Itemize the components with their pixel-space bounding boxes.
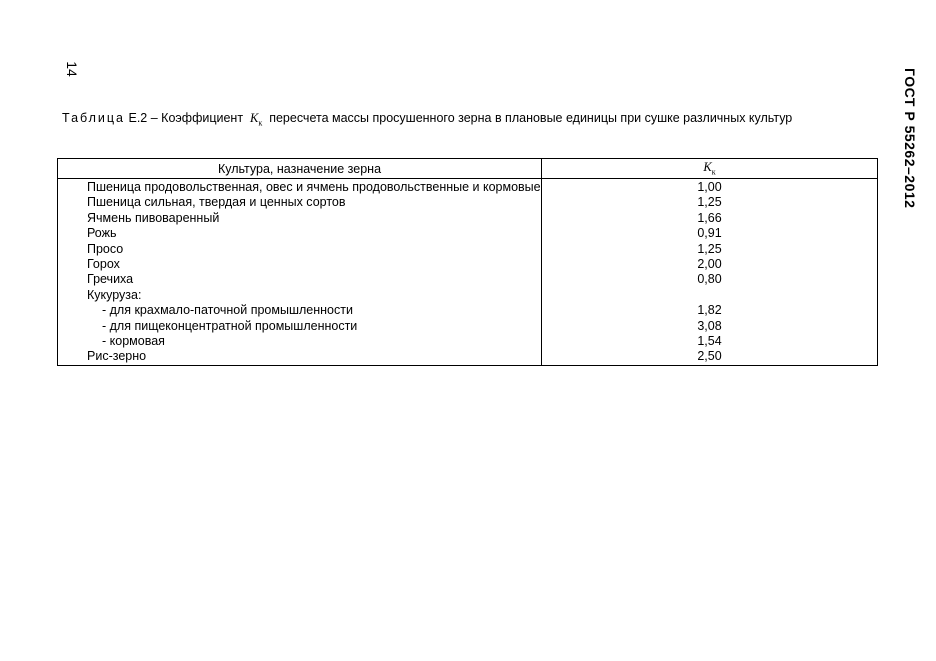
- table-body: [58, 179, 878, 366]
- table-header-row: [58, 159, 878, 179]
- caption-k-symbol: $K_к$: [250, 111, 263, 128]
- culture-cell: - для крахмало-паточной промышленности: [58, 303, 542, 318]
- caption-text-after: пересчета массы просушенного зерна в плановые единицы при сушке различных культур: [269, 111, 793, 125]
- coefficient-value: 1,54: [542, 334, 878, 349]
- table-row: [58, 349, 878, 365]
- table-row: [58, 211, 878, 226]
- coefficient-value: 1,25: [542, 242, 878, 257]
- culture-cell: Пшеница сильная, твердая и ценных сортов: [58, 195, 542, 210]
- header-k: $K_к$: [542, 159, 878, 179]
- coefficient-value: 0,91: [542, 226, 878, 241]
- coefficient-value: 2,00: [542, 257, 878, 272]
- culture-cell: Просо: [58, 242, 542, 257]
- culture-cell: - кормовая: [58, 334, 542, 349]
- table-row: [58, 334, 878, 349]
- table-caption: [62, 109, 822, 133]
- coefficient-table: [57, 158, 878, 366]
- caption-text-before: – Коэффициент: [150, 111, 244, 125]
- table-row: [58, 288, 878, 303]
- page-number: 14: [64, 61, 80, 77]
- coefficient-value: 1,25: [542, 195, 878, 210]
- coefficient-value: 1,82: [542, 303, 878, 318]
- coefficient-value: 2,50: [542, 349, 878, 365]
- header-culture: Культура, назначение зерна: [58, 159, 542, 179]
- coefficient-value: 0,80: [542, 272, 878, 287]
- document-code: ГОСТ Р 55262–2012: [902, 68, 918, 209]
- culture-cell: Горох: [58, 257, 542, 272]
- table-row: [58, 226, 878, 241]
- table-row: [58, 319, 878, 334]
- caption-label: Таблица: [62, 111, 126, 125]
- culture-cell: Кукуруза:: [58, 288, 542, 303]
- table-row: [58, 272, 878, 287]
- culture-cell: Гречиха: [58, 272, 542, 287]
- culture-cell: Рожь: [58, 226, 542, 241]
- coefficient-value: 1,00: [542, 179, 878, 196]
- coefficient-value: [542, 288, 878, 303]
- culture-cell: - для пищеконцентратной промышленности: [58, 319, 542, 334]
- table-row: [58, 179, 878, 196]
- table-row: [58, 257, 878, 272]
- table-row: [58, 242, 878, 257]
- table-row: [58, 195, 878, 210]
- table-row: [58, 303, 878, 318]
- caption-number: Е.2: [128, 111, 148, 125]
- culture-cell: Пшеница продовольственная, овес и ячмень продовольственные и кормовые: [58, 179, 542, 196]
- culture-cell: Ячмень пивоваренный: [58, 211, 542, 226]
- coefficient-value: 3,08: [542, 319, 878, 334]
- culture-cell: Рис-зерно: [58, 349, 542, 365]
- coefficient-value: 1,66: [542, 211, 878, 226]
